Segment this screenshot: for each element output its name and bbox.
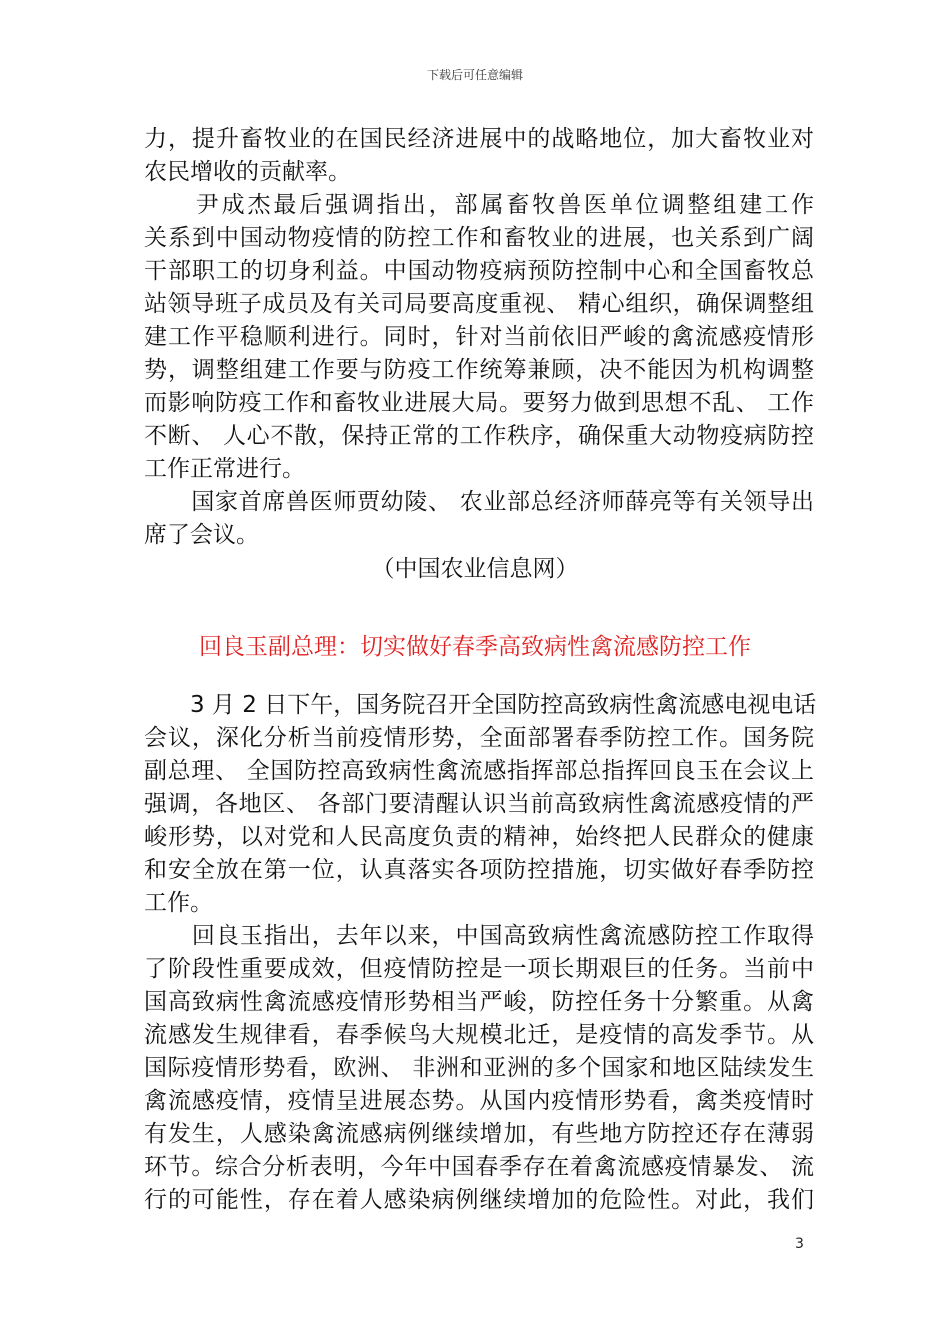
body-line: 行的可能性，存在着人感染病例继续增加的危险性。对此，我们 xyxy=(144,1187,814,1213)
body-line: 会议，深化分析当前疫情形势，全面部署春季防控工作。国务院 xyxy=(144,725,814,751)
body-line: 不断、 人心不散，保持正常的工作秩序，确保重大动物疫病防控 xyxy=(144,423,814,449)
body-line: 流感发生规律看，春季候鸟大规模北迁，是疫情的高发季节。从 xyxy=(144,1022,814,1048)
body-line: 关系到中国动物疫情的防控工作和畜牧业的进展，也关系到广阔 xyxy=(144,225,814,251)
body-line: 国际疫情形势看，欧洲、 非洲和亚洲的多个国家和地区陆续发生 xyxy=(144,1055,814,1081)
body-line: 势，调整组建工作要与防疫工作统筹兼顾，决不能因为机构调整 xyxy=(144,357,814,383)
body-line: 有发生，人感染禽流感病例继续增加，有些地方防控还存在薄弱 xyxy=(144,1121,814,1147)
body-line: 3 月 2 日下午，国务院召开全国防控高致病性禽流感电视电话 xyxy=(144,692,817,718)
article-title: 回良玉副总理：切实做好春季高致病性禽流感防控工作 xyxy=(199,634,751,660)
body-line: 工作。 xyxy=(144,890,213,916)
body-line: 农民增收的贡献率。 xyxy=(144,159,351,185)
body-line: 副总理、 全国防控高致病性禽流感指挥部总指挥回良玉在会议上 xyxy=(144,758,814,784)
body-line: 而影响防疫工作和畜牧业进展大局。要努力做到思想不乱、 工作 xyxy=(144,390,814,416)
body-line: 峻形势，以对党和人民高度负责的精神，始终把人民群众的健康 xyxy=(144,824,814,850)
body-line: 了阶段性重要成效，但疫情防控是一项长期艰巨的任务。当前中 xyxy=(144,956,814,982)
body-line: 力，提升畜牧业的在国民经济进展中的战略地位，加大畜牧业对 xyxy=(144,126,814,152)
body-line: 国高致病性禽流感疫情形势相当严峻，防控任务十分繁重。从禽 xyxy=(144,989,814,1015)
body-line: 尹成杰最后强调指出，部属畜牧兽医单位调整组建工作 xyxy=(144,192,814,218)
body-line: 强调，各地区、 各部门要清醒认识当前高致病性禽流感疫情的严 xyxy=(144,791,814,817)
body-line: 工作正常进行。 xyxy=(144,456,305,482)
body-line: 干部职工的切身利益。中国动物疫病预防控制中心和全国畜牧总 xyxy=(144,258,814,284)
page-header: 下载后可任意编辑 xyxy=(426,68,523,82)
body-line: 回良玉指出，去年以来，中国高致病性禽流感防控工作取得 xyxy=(144,923,814,949)
source-attribution: （中国农业信息网） xyxy=(371,556,579,582)
body-line: 站领导班子成员及有关司局要高度重视、 精心组织，确保调整组 xyxy=(144,291,814,317)
body-line: 国家首席兽医师贾幼陵、 农业部总经济师薛亮等有关领导出 xyxy=(144,489,814,515)
body-line: 禽流感疫情，疫情呈进展态势。从国内疫情形势看，禽类疫情时 xyxy=(144,1088,814,1114)
body-line: 席了会议。 xyxy=(144,522,259,548)
body-line: 和安全放在第一位，认真落实各项防控措施，切实做好春季防控 xyxy=(144,857,814,883)
body-line: 环节。综合分析表明，今年中国春季存在着禽流感疫情暴发、 流 xyxy=(144,1154,814,1180)
page-number: 3 xyxy=(795,1236,804,1252)
body-line: 建工作平稳顺利进行。同时，针对当前依旧严峻的禽流感疫情形 xyxy=(144,324,814,350)
